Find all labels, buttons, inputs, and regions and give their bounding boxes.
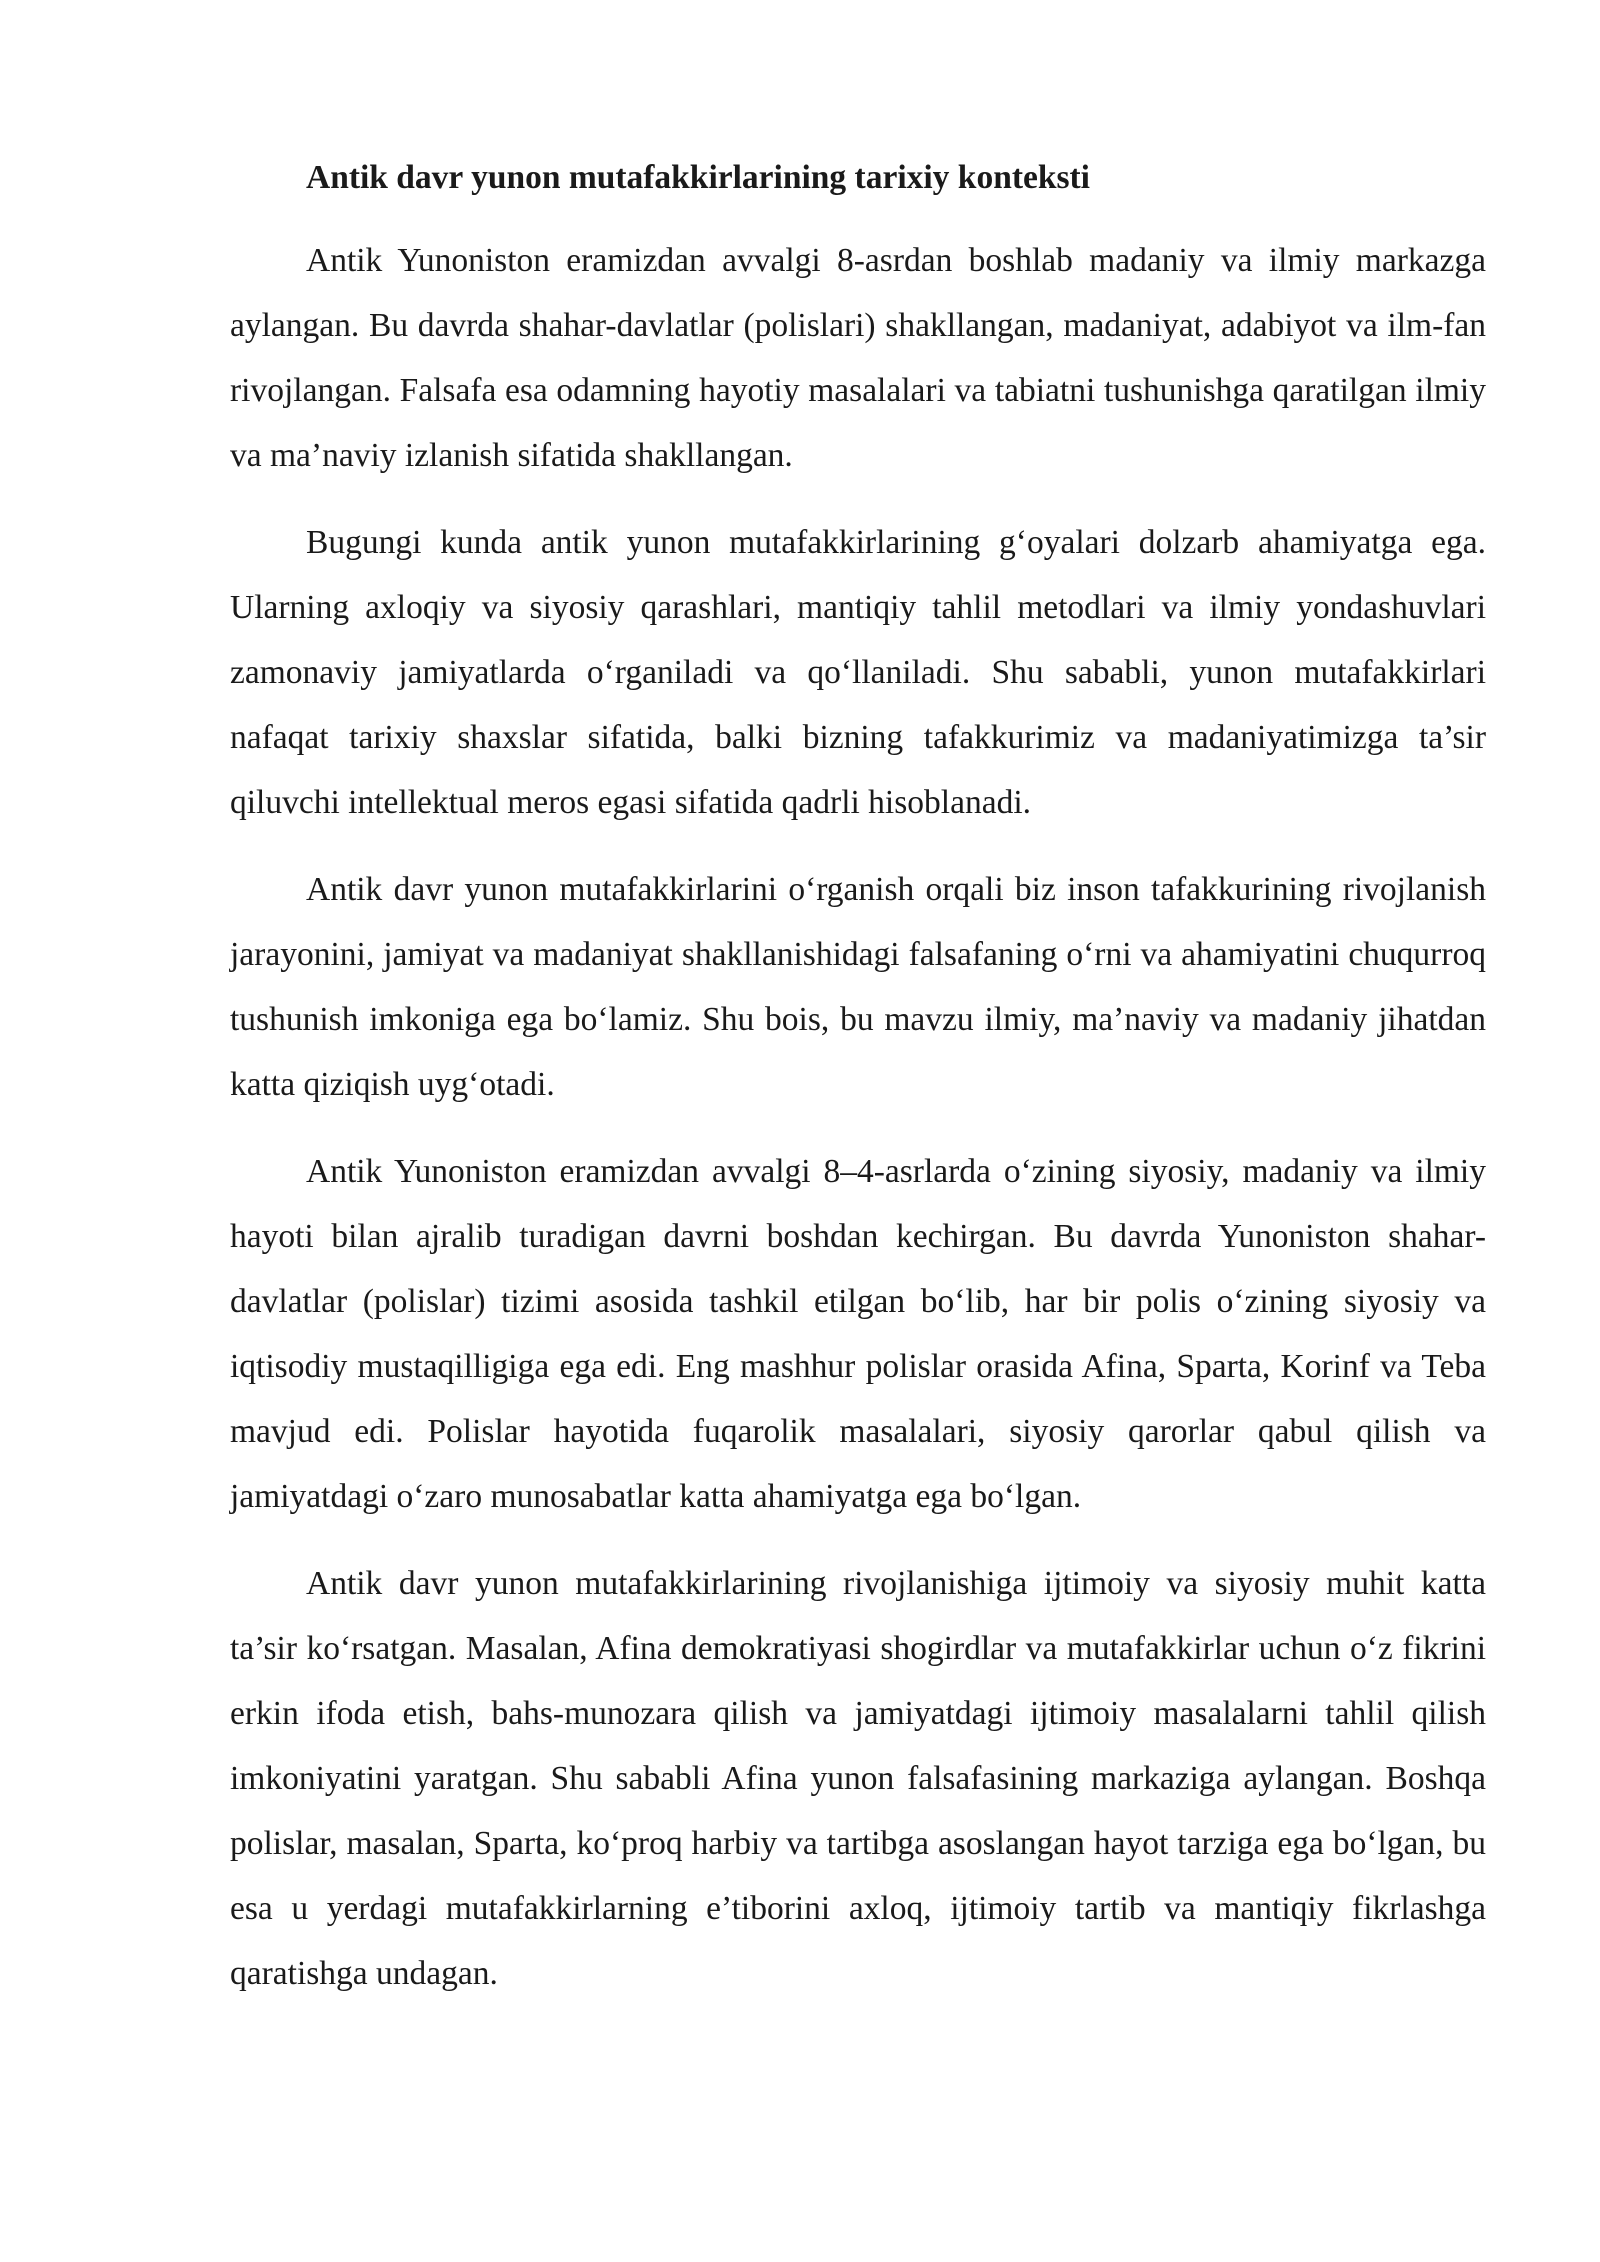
document-body — [230, 150, 1486, 2028]
paragraph-2: Bugungi kunda antik yunon mutafakkirlarining g‘oyalari dolzarb ahamiyatga ega. Ularning axloqiy va siyosiy qarashlari, mantiqiy tahlil metodlari va ilmiy yondashuvlari zamonaviy jamiyatlarda o‘rganiladi va qo‘llaniladi. Shu sababli, yunon mutafakkirlari nafaqat tarixiy shaxslar sifatida, balki bizning tafakkurimiz va madaniyatimizga ta’sir qiluvchi intellektual meros egasi sifatida qadrli hisoblanadi. — [230, 524, 1486, 821]
paragraph-4: Antik Yunoniston eramizdan avvalgi 8–4-asrlarda o‘zining siyosiy, madaniy va ilmiy hayoti bilan ajralib turadigan davrni boshdan kechirgan. Bu davrda Yunoniston shahar-davlatlar (polislar) tizimi asosida tashkil etilgan bo‘lib, har bir polis o‘zining siyosiy va iqtisodiy mustaqilligiga ega edi. Eng mashhur polislar orasida Afina, Sparta, Korinf va Teba mavjud edi. Polislar hayotida fuqarolik masalalari, siyosiy qarorlar qabul qilish va jamiyatdagi o‘zaro munosabatlar katta ahamiyatga ega bo‘lgan. — [230, 1153, 1486, 1515]
section-heading: Antik davr yunon mutafakkirlarining tarixiy konteksti — [306, 159, 1090, 196]
paragraph-5: Antik davr yunon mutafakkirlarining rivojlanishiga ijtimoiy va siyosiy muhit katta ta’sir ko‘rsatgan. Masalan, Afina demokratiyasi shogirdlar va mutafakkirlar uchun o‘z fikrini erkin ifoda etish, bahs-munozara qilish va jamiyatdagi ijtimoiy masalalarni tahlil qilish imkoniyatini yaratgan. Shu sababli Afina yunon falsafasining markaziga aylangan. Boshqa polislar, masalan, Sparta, ko‘proq harbiy va tartibga asoslangan hayot tarziga ega bo‘lgan, bu esa u yerdagi mutafakkirlarning e’tiborini axloq, ijtimoiy tartib va mantiqiy fikrlashga qaratishga undagan. — [230, 1565, 1486, 1992]
paragraph-1: Antik Yunoniston eramizdan avvalgi 8-asrdan boshlab madaniy va ilmiy markazga aylangan. Bu davrda shahar-davlatlar (polislari) shakllangan, madaniyat, adabiyot va ilm-fan rivojlangan. Falsafa esa odamning hayotiy masalalari va tabiatni tushunishga qaratilgan ilmiy va ma’naviy izlanish sifatida shakllangan. — [230, 242, 1486, 474]
paragraph-3: Antik davr yunon mutafakkirlarini o‘rganish orqali biz inson tafakkurining rivojlanish jarayonini, jamiyat va madaniyat shakllanishidagi falsafaning o‘rni va ahamiyatini chuqurroq tushunish imkoniga ega bo‘lamiz. Shu bois, bu mavzu ilmiy, ma’naviy va madaniy jihatdan katta qiziqish uyg‘otadi. — [230, 871, 1486, 1103]
